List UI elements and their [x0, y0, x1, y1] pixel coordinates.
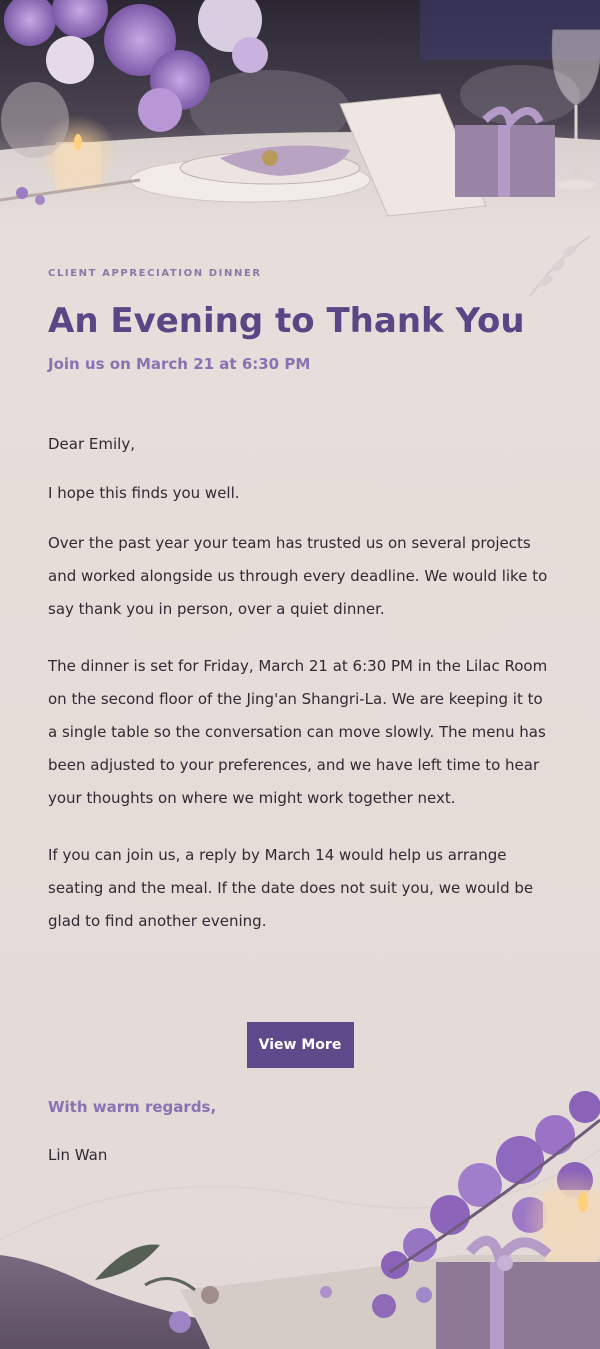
paragraph-intro: I hope this finds you well.: [48, 484, 240, 502]
email-title: An Evening to Thank You: [48, 301, 525, 341]
view-more-button[interactable]: View More: [247, 1022, 354, 1068]
paragraph-rsvp: If you can join us, a reply by March 14 would help us arrange seating and the meal. If the date does not suit you, we would be glad to find another evening.: [48, 846, 534, 930]
footer-lilac-illustration: [0, 1040, 600, 1349]
eyebrow-label: CLIENT APPRECIATION DINNER: [48, 268, 262, 279]
signoff: With warm regards,: [48, 1098, 217, 1116]
greeting: Dear Emily,: [48, 435, 135, 453]
event-date-subtitle: Join us on March 21 at 6:30 PM: [48, 355, 311, 373]
paragraph-details: The dinner is set for Friday, March 21 at 6:30 PM in the Lilac Room on the second floor of the Jing'an Shangri-La. We are keeping it to a single table so the conversation can move slowly. The menu has been adjusted to your preferences, and we have left time to hear your thoughts on where we might work together next.: [48, 657, 548, 807]
paragraph-thanks: Over the past year your team has trusted us on several projects and worked alongside us through every deadline. We would like to say thank you in person, over a quiet dinner.: [48, 534, 548, 618]
email-content: [48, 226, 552, 938]
cta-container: [0, 1022, 600, 1068]
hero-image: [0, 0, 600, 226]
hero-table-setting-illustration: [0, 0, 600, 226]
sender-name: Lin Wan: [48, 1146, 108, 1164]
